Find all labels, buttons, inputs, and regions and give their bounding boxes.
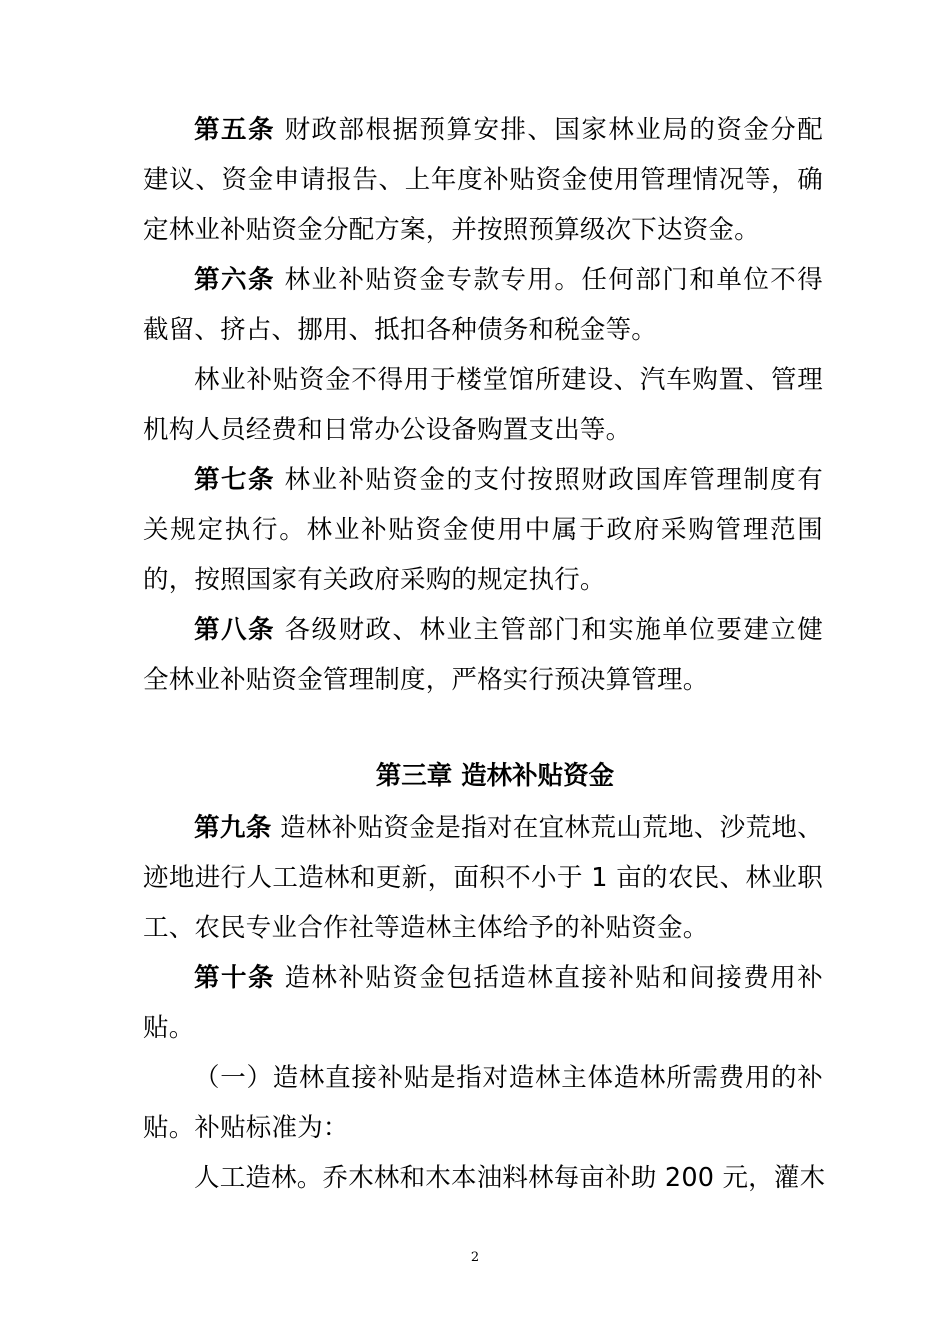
article-5-line-2: 建议、资金申请报告、上年度补贴资金使用管理情况等，确 bbox=[143, 165, 823, 195]
article-9-line-2: 迹地进行人工造林和更新，面积不小于 1 亩的农民、林业职 bbox=[143, 863, 823, 893]
article-8-label: 第八条 bbox=[194, 615, 275, 645]
article-6-label: 第六条 bbox=[194, 265, 275, 295]
article-5-line-1 bbox=[194, 110, 823, 150]
article-9-text: 造林补贴资金是指对在宜林荒山荒地、沙荒地、 bbox=[280, 813, 823, 843]
article-6-line-1 bbox=[194, 260, 823, 300]
article-10-line-1 bbox=[194, 958, 823, 998]
article-7-line-1 bbox=[194, 460, 823, 500]
article-7-text: 林业补贴资金的支付按照财政国库管理制度有 bbox=[284, 465, 823, 495]
page-number: 2 bbox=[470, 1250, 480, 1265]
article-9-label: 第九条 bbox=[194, 813, 272, 843]
article-10-text: 造林补贴资金包括造林直接补贴和间接费用补 bbox=[284, 963, 823, 993]
article-8-text: 各级财政、林业主管部门和实施单位要建立健 bbox=[284, 615, 823, 645]
article-7-line-3: 的，按照国家有关政府采购的规定执行。 bbox=[143, 565, 606, 595]
article-6-text: 林业补贴资金专款专用。任何部门和单位不得 bbox=[284, 265, 823, 295]
article-10-line-2: 贴。 bbox=[143, 1013, 195, 1043]
article-10-item-1-line-2: 贴。补贴标准为： bbox=[143, 1113, 349, 1143]
chapter-heading: 第三章 造林补贴资金 bbox=[375, 761, 615, 791]
article-10-label: 第十条 bbox=[194, 963, 275, 993]
article-6-para2-line-2: 机构人员经费和日常办公设备购置支出等。 bbox=[143, 415, 632, 445]
article-9-line-1 bbox=[194, 808, 823, 848]
article-8-line-2: 全林业补贴资金管理制度，严格实行预决算管理。 bbox=[143, 665, 709, 695]
article-5-text: 财政部根据预算安排、国家林业局的资金分配 bbox=[284, 115, 823, 145]
article-10-item-1-line-1: （一）造林直接补贴是指对造林主体造林所需费用的补 bbox=[194, 1063, 823, 1093]
article-6-line-2: 截留、挤占、挪用、抵扣各种债务和税金等。 bbox=[143, 315, 658, 345]
article-9-line-3: 工、农民专业合作社等造林主体给予的补贴资金。 bbox=[143, 913, 709, 943]
article-5-label: 第五条 bbox=[194, 115, 275, 145]
article-6-para2-line-1: 林业补贴资金不得用于楼堂馆所建设、汽车购置、管理 bbox=[194, 365, 823, 395]
article-10-item-1-line-3: 人工造林。乔木林和木本油料林每亩补助 200 元，灌木 bbox=[194, 1163, 826, 1193]
article-7-line-2: 关规定执行。林业补贴资金使用中属于政府采购管理范围 bbox=[143, 515, 823, 545]
article-5-line-3: 定林业补贴资金分配方案，并按照预算级次下达资金。 bbox=[143, 215, 760, 245]
article-8-line-1 bbox=[194, 610, 823, 650]
article-7-label: 第七条 bbox=[194, 465, 275, 495]
